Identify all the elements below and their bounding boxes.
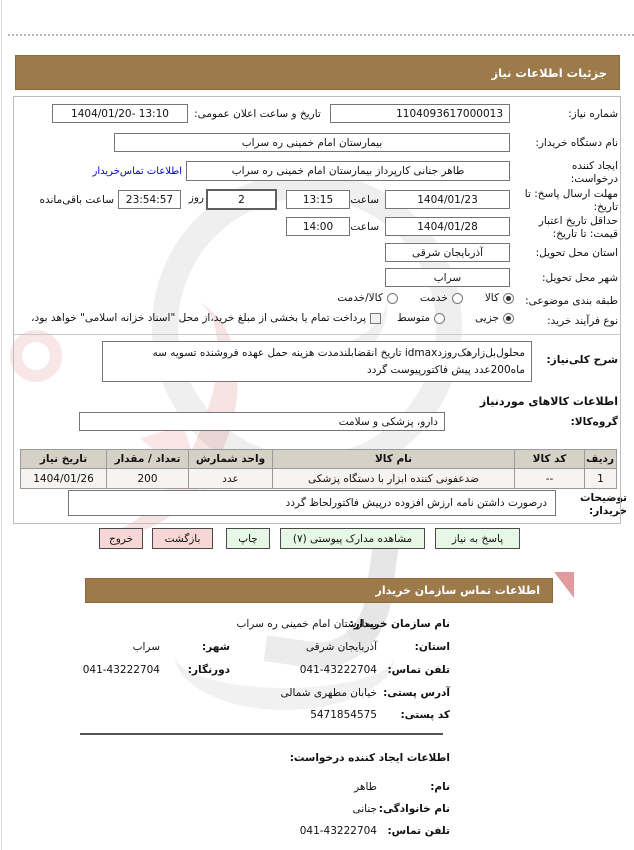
col-header-need-date: تاریخ نیاز <box>21 450 107 469</box>
cell-unit: عدد <box>189 469 273 489</box>
contact-divider <box>80 733 443 735</box>
process-option-minor[interactable] <box>475 312 514 324</box>
contact-org-value: بیمارستان امام خمینی ره سراب <box>236 618 377 630</box>
announce-datetime-label: تاریخ و ساعت اعلان عمومی: <box>194 108 321 120</box>
creator-last-name-label: نام خانوادگی: <box>378 803 450 815</box>
announce-datetime-value: 1404/01/20- 13:10 <box>71 107 169 120</box>
buyer-notes-field[interactable] <box>68 490 556 516</box>
contact-province-label: استان: <box>414 641 450 653</box>
print-button[interactable]: چاپ <box>226 528 270 549</box>
classification-option-label: کالا/خدمت <box>337 292 383 304</box>
cell-item-code: -- <box>515 469 585 489</box>
process-option-label: جزیی <box>475 312 499 324</box>
classification-option-label: کالا <box>484 292 499 304</box>
announce-datetime-field[interactable] <box>52 104 188 123</box>
reply-deadline-days: 2 <box>238 193 245 206</box>
page-left-border <box>1 0 2 850</box>
classification-label: طبقه بندی موضوعی: <box>525 295 618 307</box>
checkbox-icon[interactable] <box>370 313 381 324</box>
buyer-org-value: بیمارستان امام خمینی ره سراب <box>241 136 383 149</box>
radio-selected-icon[interactable] <box>503 293 514 304</box>
price-validity-hour: 14:00 <box>302 220 334 233</box>
buyer-notes-label: توضیحات خریدار: <box>579 492 627 518</box>
price-validity-hour-label: ساعت <box>350 221 379 233</box>
form-divider <box>14 334 620 335</box>
contact-city-value: سراب <box>132 641 160 653</box>
goods-group-field[interactable] <box>79 412 445 431</box>
buyer-org-field[interactable] <box>114 133 510 152</box>
section-header-need-details <box>15 55 620 90</box>
reply-deadline-hour-field[interactable] <box>286 190 350 209</box>
request-creator-value: طاهر جنانی کارپرداز بیمارستان امام خمینی ره سراب <box>231 165 465 177</box>
delivery-city-value: سراب <box>433 271 462 284</box>
reply-to-need-button[interactable]: پاسخ به نیاز <box>435 528 520 549</box>
col-header-row-number: ردیف <box>585 450 617 469</box>
creator-first-name-value: طاهر <box>354 781 377 793</box>
separator-dotted <box>8 34 634 36</box>
cell-quantity: 200 <box>107 469 189 489</box>
radio-icon[interactable] <box>387 293 398 304</box>
cell-row-number: 1 <box>585 469 617 489</box>
process-option-medium[interactable] <box>397 312 445 324</box>
delivery-province-field[interactable] <box>385 243 510 262</box>
treasury-payment-option[interactable] <box>31 312 381 324</box>
cell-need-date: 1404/01/26 <box>21 469 107 489</box>
back-button[interactable]: بازگشت <box>152 528 213 549</box>
radio-icon[interactable] <box>434 313 445 324</box>
section-title: اطلاعات تماس سازمان خریدار <box>375 584 540 597</box>
goods-group-value: دارو، پزشکی و سلامت <box>338 415 438 428</box>
request-creator-heading: اطلاعات ایجاد کننده درخواست: <box>289 752 450 764</box>
contact-phone-label: تلفن تماس: <box>387 664 450 676</box>
reply-deadline-date-field[interactable] <box>385 190 510 209</box>
reply-deadline-date: 1404/01/23 <box>417 193 478 206</box>
goods-table-header-row <box>21 450 617 469</box>
creator-last-name-value: جنانی <box>352 803 377 815</box>
goods-info-heading: اطلاعات کالاهای موردنیاز <box>479 395 618 408</box>
price-validity-label: حداقل تاریخ اعتبار قیمت: تا تاریخ: <box>538 215 618 241</box>
contact-address-value: خیابان مطهری شمالی <box>280 687 377 699</box>
creator-first-name-label: نام: <box>430 781 450 793</box>
reply-deadline-hour: 13:15 <box>302 193 334 206</box>
classification-option-service[interactable] <box>420 292 463 304</box>
contact-address-label: آدرس پستی: <box>383 687 450 699</box>
goods-group-label: گروه‌کالا: <box>570 416 618 428</box>
delivery-province-label: استان محل تحویل: <box>535 247 618 259</box>
need-number-field[interactable] <box>330 104 510 123</box>
general-description-field[interactable] <box>102 341 532 382</box>
contact-phone-value: 041-43222704 <box>299 664 377 676</box>
classification-option-goods-service[interactable] <box>337 292 398 304</box>
contact-fax-label: دورنگار: <box>187 664 230 676</box>
reply-deadline-label: مهلت ارسال پاسخ: تا تاریخ: <box>524 188 618 214</box>
col-header-item-name: نام کالا <box>273 450 515 469</box>
creator-phone-label: تلفن تماس: <box>387 825 450 837</box>
delivery-city-field[interactable] <box>385 268 510 287</box>
general-description-value: محلول‌بل‌زارهک‌روزدidmax تاریخ انقضابلندمدت هزینه حمل عهده فروشنده تسویه سه ماه200عدد پیش فاکتورپیوست گردد <box>152 347 525 376</box>
exit-button[interactable]: خروج <box>99 528 143 549</box>
delivery-city-label: شهر محل تحویل: <box>542 272 618 284</box>
view-attachments-button[interactable]: مشاهده مدارک پیوستی (۷) <box>280 528 425 549</box>
radio-selected-icon[interactable] <box>503 313 514 324</box>
contact-postal-value: 5471854575 <box>310 709 377 721</box>
col-header-quantity: تعداد / مقدار <box>107 450 189 469</box>
classification-options <box>284 292 514 304</box>
price-validity-date-field[interactable] <box>385 217 510 236</box>
classification-option-goods[interactable] <box>485 292 514 304</box>
need-number-label: شماره نیاز: <box>568 108 618 120</box>
process-type-options <box>14 312 514 324</box>
remaining-time-field <box>118 190 181 209</box>
process-type-label: نوع فرآیند خرید: <box>547 315 618 327</box>
reply-deadline-days-field[interactable] <box>206 189 277 210</box>
request-creator-field[interactable] <box>186 161 510 181</box>
price-validity-date: 1404/01/28 <box>417 220 478 233</box>
contact-fax-value: 041-43222704 <box>82 664 160 676</box>
treasury-payment-label: پرداخت تمام یا بخشی از مبلغ خرید،از محل "اسناد خزانه اسلامی" خواهد بود، <box>31 312 367 324</box>
col-header-unit: واحد شمارش <box>189 450 273 469</box>
creator-phone-value: 041-43222704 <box>299 825 377 837</box>
reply-deadline-day-label: روز <box>188 192 204 204</box>
contact-postal-label: کد پستی: <box>400 709 450 721</box>
process-option-label: متوسط <box>397 312 431 324</box>
classification-option-label: خدمت <box>419 292 448 304</box>
goods-table <box>20 449 617 489</box>
buyer-contact-link[interactable]: اطلاعات تماس‌خریدار <box>92 166 182 177</box>
col-header-item-code: کد کالا <box>515 450 585 469</box>
contact-city-label: شهر: <box>202 641 230 653</box>
buyer-notes-value: درصورت داشتن نامه ارزش افزوده درپیش فاکتورلحاظ گردد <box>285 497 547 509</box>
remaining-time-value: 23:54:57 <box>125 193 174 206</box>
contact-org-label: نام سازمان خریدار: <box>349 618 450 630</box>
reply-deadline-hour-label: ساعت <box>350 194 379 206</box>
price-validity-hour-field[interactable] <box>286 217 350 236</box>
goods-table-row[interactable] <box>21 469 617 489</box>
contact-province-value: آذربایجان شرقی <box>305 641 377 653</box>
cell-item-name: ضدعفونی کننده ابزار با دستگاه پزشکی <box>273 469 515 489</box>
remaining-time-label: ساعت باقی‌مانده <box>39 194 114 206</box>
section-header-buyer-contact <box>85 578 553 603</box>
buyer-org-label: نام دستگاه خریدار: <box>535 137 618 149</box>
radio-icon[interactable] <box>452 293 463 304</box>
request-creator-label: ایجاد کننده درخواست: <box>570 160 618 186</box>
general-description-label: شرح کلی‌نیاز: <box>546 354 618 366</box>
delivery-province-value: آذربایجان شرقی <box>411 246 484 259</box>
need-number-value: 1104093617000013 <box>396 107 503 120</box>
section-title: جزئیات اطلاعات نیاز <box>491 65 607 80</box>
